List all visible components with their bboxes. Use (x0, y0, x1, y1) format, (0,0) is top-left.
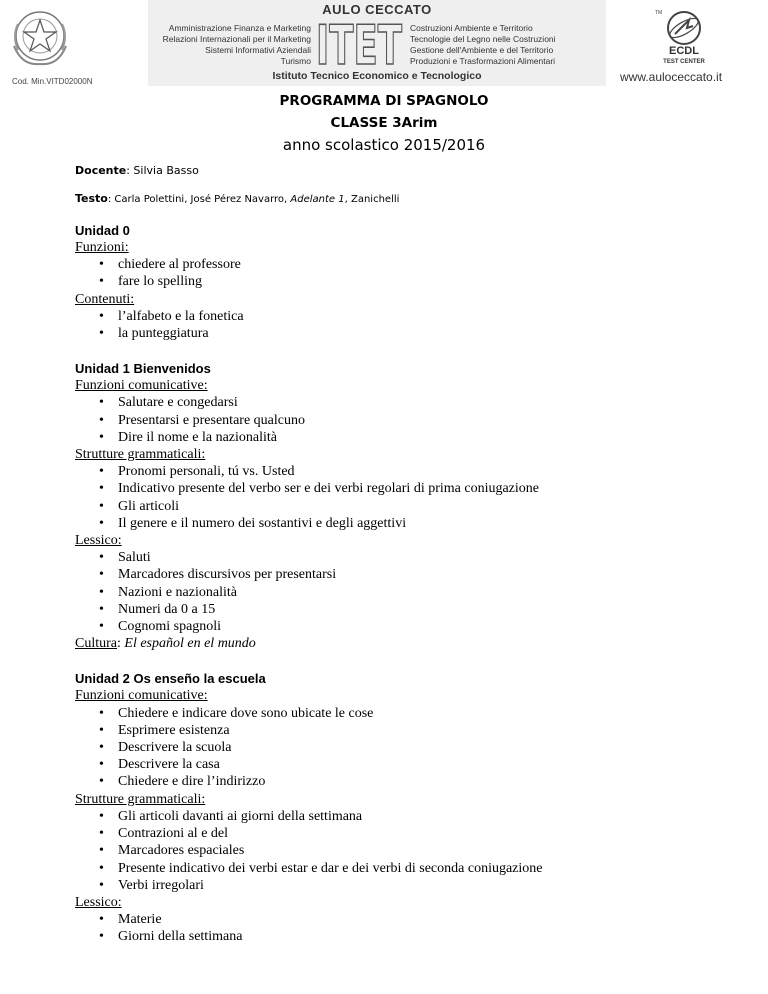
unit-title: Unidad 0 (75, 223, 130, 238)
list-item: • Descrivere la scuola (118, 739, 735, 756)
italian-republic-emblem-icon (8, 6, 72, 68)
list-item: • Numeri da 0 a 15 (118, 601, 735, 618)
list-item: • Gli articoli (118, 498, 735, 515)
list-item: • Gli articoli davanti ai giorni della settimana (118, 808, 735, 825)
list-item: • Chiedere e dire l’indirizzo (118, 773, 735, 790)
item-list (75, 308, 735, 342)
class-name: CLASSE 3Arim (330, 115, 438, 131)
list-item: • Il genere e il numero dei sostantivi e degli aggettivi (118, 515, 735, 532)
item-list (75, 463, 735, 532)
list-item: • Giorni della settimana (118, 928, 735, 945)
list-item: • Nazioni e nazionalità (118, 584, 735, 601)
cultura-value: El español en el mundo (124, 636, 256, 652)
svg-text:TM: TM (655, 10, 663, 16)
section-label: Strutture grammaticali: (75, 791, 206, 807)
list-item: • chiedere al professore (118, 256, 735, 273)
cultura-label: Cultura (75, 636, 117, 652)
section-label: Lessico: (75, 894, 122, 910)
svg-text:ITET: ITET (316, 18, 403, 68)
unit-1 (75, 360, 735, 652)
item-list (75, 705, 735, 791)
list-item: • Marcadores discursivos per presentarsi (118, 566, 735, 583)
list-item: • Cognomi spagnoli (118, 618, 735, 635)
section-label: Lessico: (75, 533, 122, 549)
list-item: • la punteggiatura (118, 325, 735, 342)
institute-name: Istituto Tecnico Economico e Tecnologico (272, 70, 482, 82)
list-item: • Marcadores espaciales (118, 842, 735, 859)
list-item: • Presentarsi e presentare qualcuno (118, 412, 735, 429)
item-list (75, 256, 735, 290)
list-item: • Verbi irregolari (118, 877, 735, 894)
itet-logo-icon (315, 18, 403, 68)
section-label: Contenuti: (75, 291, 135, 307)
unit-0 (75, 222, 735, 342)
school-year: anno scolastico 2015/2016 (282, 136, 486, 154)
item-list (75, 808, 735, 894)
list-item: • Materie (118, 911, 735, 928)
list-item: • Salutare e congedarsi (118, 394, 735, 411)
testo-label: Testo (75, 192, 108, 205)
section-label: Strutture grammaticali: (75, 447, 206, 463)
item-list (75, 549, 735, 635)
document-title: PROGRAMMA DI SPAGNOLO (279, 93, 489, 109)
cod-min: Cod. Min.VITD02000N (12, 77, 93, 86)
list-item: • Pronomi personali, tú vs. Usted (118, 463, 735, 480)
ecdl-logo-icon (651, 6, 717, 66)
list-item: • l’alfabeto e la fonetica (118, 308, 735, 325)
section-label: Funzioni: (75, 240, 129, 255)
list-item: • Chiedere e indicare dove sono ubicate le cose (118, 705, 735, 722)
section-label: Funzioni comunicative: (75, 378, 208, 394)
list-item: • Dire il nome e la nazionalità (118, 429, 735, 446)
list-item: • fare lo spelling (118, 273, 735, 290)
program-content (75, 222, 735, 964)
docente-value: : Silvia Basso (126, 164, 199, 177)
list-item: • Contrazioni al e del (118, 825, 735, 842)
list-item: • Descrivere la casa (118, 756, 735, 773)
testo-line: Testo: Carla Polettini, José Pérez Navarro, Adelante 1, Zanichelli (75, 192, 400, 205)
item-list (75, 911, 735, 945)
right-courses: Costruzioni Ambiente e Territorio Tecnologie del Legno nelle Costruzioni Gestione dell'Ambiente e del Territorio Produzioni e Trasformazioni Alimentari (410, 23, 556, 66)
list-item: • Presente indicativo dei verbi estar e dar e dei verbi di seconda coniugazione (118, 860, 735, 877)
letterhead (0, 0, 768, 90)
unit-title: Unidad 1 Bienvenidos (75, 361, 211, 377)
school-banner (148, 0, 606, 86)
website: www.auloceccato.it (620, 70, 723, 84)
cultura-line: Cultura: El español en el mundo (75, 636, 256, 652)
docente-label: Docente (75, 164, 127, 177)
unit-2 (75, 670, 735, 945)
list-item: • Esprimere esistenza (118, 722, 735, 739)
item-list (75, 394, 735, 446)
unit-title: Unidad 2 Os enseño la escuela (75, 671, 266, 687)
book-title: Adelante 1 (290, 194, 345, 205)
svg-text:TEST CENTER: TEST CENTER (663, 59, 705, 65)
list-item: • Saluti (118, 549, 735, 566)
docente-line (75, 164, 199, 177)
svg-text:ECDL: ECDL (669, 45, 699, 57)
section-label: Funzioni comunicative: (75, 688, 208, 704)
left-courses: Amministrazione Finanza e Marketing Relazioni Internazionali per il Marketing Sistemi Informativi Aziendali Turismo (162, 23, 311, 66)
school-name: AULO CECCATO (322, 2, 432, 17)
list-item: • Indicativo presente del verbo ser e dei verbi regolari di prima coniugazione (118, 480, 735, 497)
